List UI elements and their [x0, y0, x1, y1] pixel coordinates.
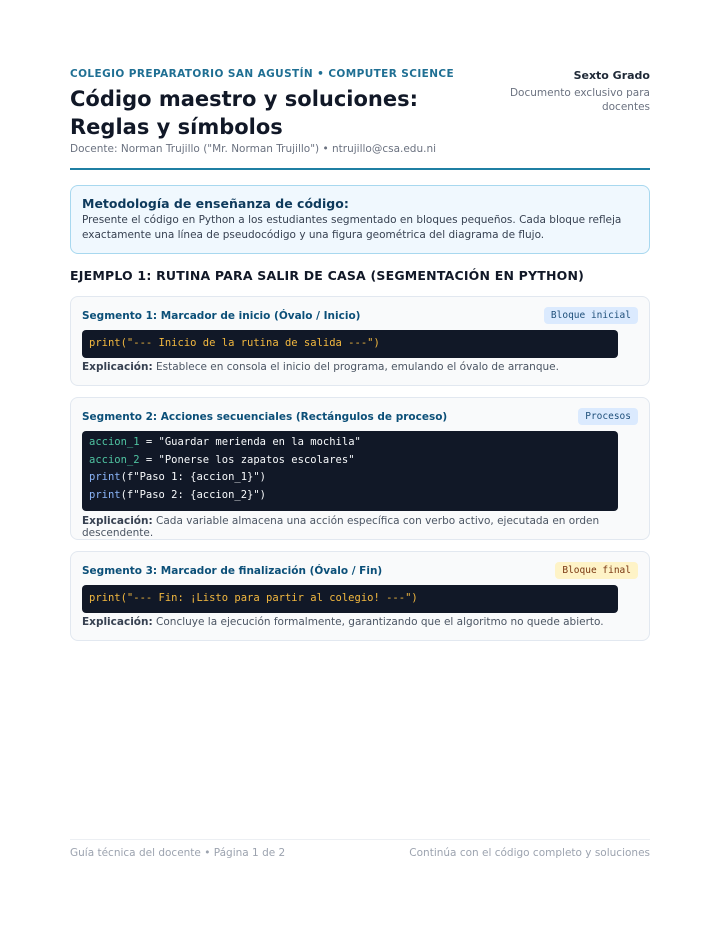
- methodology-title: Metodología de enseñanza de código:: [82, 196, 349, 211]
- explanation-label: Explicación:: [82, 616, 153, 628]
- segment-explanation: [82, 515, 649, 539]
- segment-badge: Procesos: [578, 408, 638, 425]
- segment-badge: Bloque inicial: [544, 307, 638, 324]
- segment-card: [70, 397, 650, 540]
- segment-explanation: [82, 616, 604, 628]
- page-title: Código maestro y soluciones: Reglas y símbolos: [70, 87, 419, 139]
- segment-explanation: [82, 361, 559, 373]
- explanation-text: Establece en consola el inicio del programa, emulando el óvalo de arranque.: [156, 361, 559, 373]
- code-line: [89, 452, 611, 470]
- code-assign: = "Ponerse los zapatos escolares": [139, 453, 355, 466]
- explanation-label: Explicación:: [82, 361, 153, 373]
- methodology-box: [70, 185, 650, 254]
- code-block: [82, 330, 618, 358]
- document-header: [70, 68, 650, 155]
- code-block: [82, 585, 618, 613]
- explanation-label: Explicación:: [82, 515, 153, 527]
- segment-title: Segmento 2: Acciones secuenciales (Rectángulos de proceso): [82, 411, 448, 423]
- code-line: [89, 487, 611, 505]
- segment-title: Segmento 1: Marcador de inicio (Óvalo / Inicio): [82, 310, 361, 322]
- code-fn: print: [89, 489, 121, 502]
- header-divider: [70, 168, 650, 170]
- segment-card: [70, 551, 650, 641]
- code-line: print("--- Fin: ¡Listo para partir al colegio! ---"): [89, 592, 418, 604]
- code-line: print("--- Inicio de la rutina de salida ---"): [89, 337, 380, 349]
- code-args: (f"Paso 1: {accion_1}"): [120, 471, 267, 484]
- code-fn: print: [89, 471, 121, 484]
- footer-divider: [70, 839, 650, 840]
- code-line: [89, 434, 611, 452]
- header-meta: [490, 69, 650, 114]
- code-line: [89, 469, 611, 487]
- teacher-info: Docente: Norman Trujillo ("Mr. Norman Trujillo") • ntrujillo@csa.edu.ni: [70, 143, 437, 155]
- footer-page-info: Guía técnica del docente • Página 1 de 2: [70, 847, 286, 859]
- code-args: (f"Paso 2: {accion_2}"): [120, 489, 267, 502]
- code-var: accion_1: [89, 436, 140, 448]
- explanation-text: Concluye la ejecución formalmente, garantizando que el algoritmo no quede abierto.: [156, 616, 604, 628]
- code-assign: = "Guardar merienda en la mochila": [139, 436, 361, 448]
- school-name: COLEGIO PREPARATORIO SAN AGUSTÍN • COMPUTER SCIENCE: [70, 68, 455, 80]
- code-block: [82, 431, 618, 511]
- example-heading: EJEMPLO 1: RUTINA PARA SALIR DE CASA (SEGMENTACIÓN EN PYTHON): [70, 268, 585, 283]
- methodology-body: Presente el código en Python a los estudiantes segmentado en bloques pequeños. Cada bloque refleja exactamente una línea de pseudocódigo y una figura geométrica del diagrama de flujo.: [82, 214, 622, 241]
- explanation-text: Cada variable almacena una acción específica con verbo activo, ejecutada en orden descendente.: [82, 515, 600, 539]
- footer-continue-note: Continúa con el código completo y soluciones: [409, 847, 650, 859]
- segment-badge: Bloque final: [555, 562, 638, 579]
- grade-label: Sexto Grado: [573, 69, 650, 82]
- code-var: accion_2: [89, 453, 140, 466]
- segment-card: [70, 296, 650, 386]
- exclusive-note: Documento exclusivo para docentes: [509, 87, 650, 113]
- segment-title: Segmento 3: Marcador de finalización (Óvalo / Fin): [82, 565, 383, 577]
